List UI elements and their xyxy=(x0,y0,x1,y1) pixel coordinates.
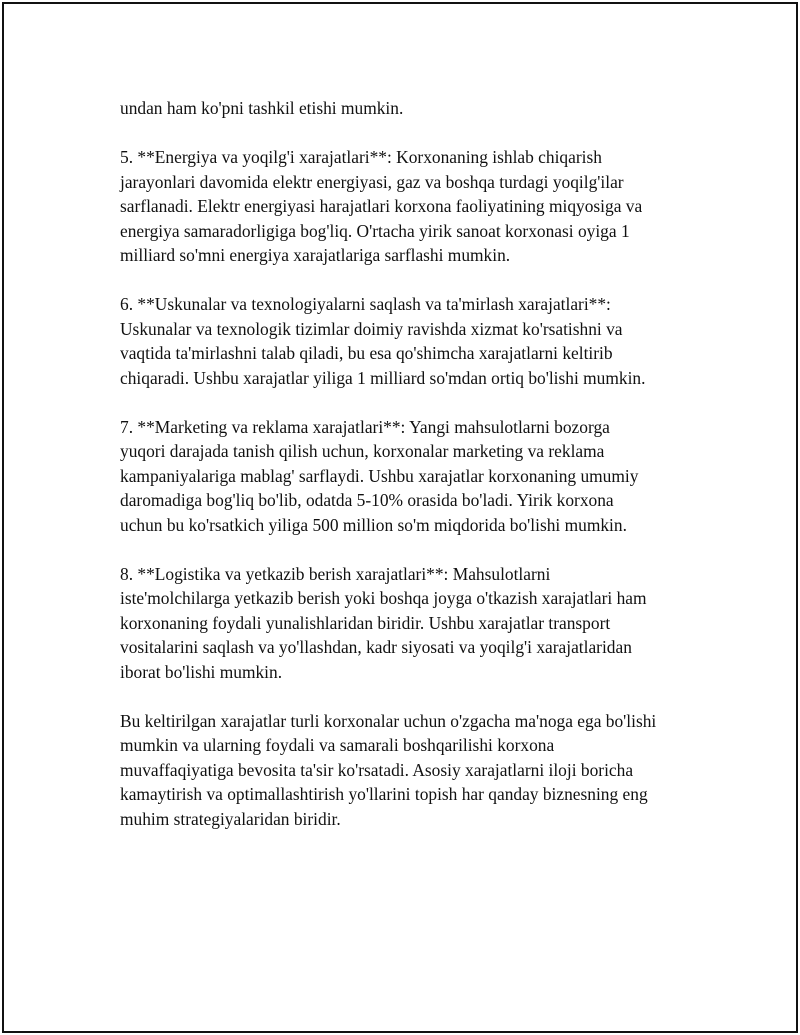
text-line: yuqori darajada tanish qilish uchun, korxonalar marketing va reklama xyxy=(120,441,605,461)
text-line: 7. **Marketing va reklama xarajatlari**: Yangi mahsulotlarni bozorga xyxy=(120,416,610,437)
text-line: Bu keltirilgan xarajatlar turli korxonalar uchun o'zgacha ma'noga ega bo'lishi xyxy=(120,710,657,731)
text-line: milliard so'mni energiya xarajatlariga sarflashi mumkin. xyxy=(120,245,511,265)
text-line: undan ham ko'pni tashkil etishi mumkin. xyxy=(120,98,404,118)
text-line: kamaytirish va optimallashtirish yo'llarini topish har qanday biznesning eng xyxy=(120,784,648,804)
text-line: jarayonlari davomida elektr energiyasi, gaz va boshqa turdagi yoqilg'ilar xyxy=(120,171,624,192)
paragraph-equipment-costs xyxy=(120,292,700,390)
text-line: sarflanadi. Elektr energiyasi harajatlari korxona faoliyatining miqyosiga va xyxy=(120,196,643,216)
document-page xyxy=(2,2,798,1033)
text-line: Uskunalar va texnologik tizimlar doimiy ravishda xizmat ko'rsatishni va xyxy=(120,318,623,339)
paragraph-conclusion xyxy=(120,709,700,832)
document-body xyxy=(120,96,700,856)
text-line: iborat bo'lishi mumkin. xyxy=(120,661,283,682)
text-line: kampaniyalariga mablag' sarflaydi. Ushbu xarajatlar korxonaning umumiy xyxy=(120,465,639,486)
paragraph-continuation xyxy=(120,96,700,121)
text-line: mumkin va ularning foydali va samarali boshqarilishi korxona xyxy=(120,735,555,755)
text-line: 6. **Uskunalar va texnologiyalarni saqlash va ta'mirlash xarajatlari**: xyxy=(120,294,611,314)
text-line: muhim strategiyalaridan biridir. xyxy=(120,808,341,829)
paragraph-logistics-costs xyxy=(120,562,700,685)
text-line: korxonaning foydali yunalishlaridan biridir. Ushbu xarajatlar transport xyxy=(120,612,611,633)
text-line: muvaffaqiyatiga bevosita ta'sir ko'rsatadi. Asosiy xarajatlarni iloji boricha xyxy=(120,759,634,780)
text-line: vaqtida ta'mirlashni talab qiladi, bu esa qo'shimcha xarajatlarni keltirib xyxy=(120,343,613,363)
text-line: energiya samaradorligiga bog'liq. O'rtacha yirik sanoat korxonasi oyiga 1 xyxy=(120,220,630,241)
text-line: 5. **Energiya va yoqilg'i xarajatlari**: Korxonaning ishlab chiqarish xyxy=(120,147,602,167)
text-line: chiqaradi. Ushbu xarajatlar yiliga 1 milliard so'mdan ortiq bo'lishi mumkin. xyxy=(120,367,646,388)
text-line: iste'molchilarga yetkazib berish yoki boshqa joyga o'tkazish xarajatlari ham xyxy=(120,588,647,608)
text-line: uchun bu ko'rsatkich yiliga 500 million so'm miqdorida bo'lishi mumkin. xyxy=(120,514,627,535)
text-line: daromadiga bog'liq bo'lib, odatda 5-10% orasida bo'ladi. Yirik korxona xyxy=(120,490,614,510)
paragraph-energy-costs xyxy=(120,145,700,268)
text-line: 8. **Logistika va yetkazib berish xarajatlari**: Mahsulotlarni xyxy=(120,563,551,584)
text-line: vositalarini saqlash va yo'llashdan, kadr siyosati va yoqilg'i xarajatlaridan xyxy=(120,637,632,657)
paragraph-marketing-costs xyxy=(120,415,700,538)
